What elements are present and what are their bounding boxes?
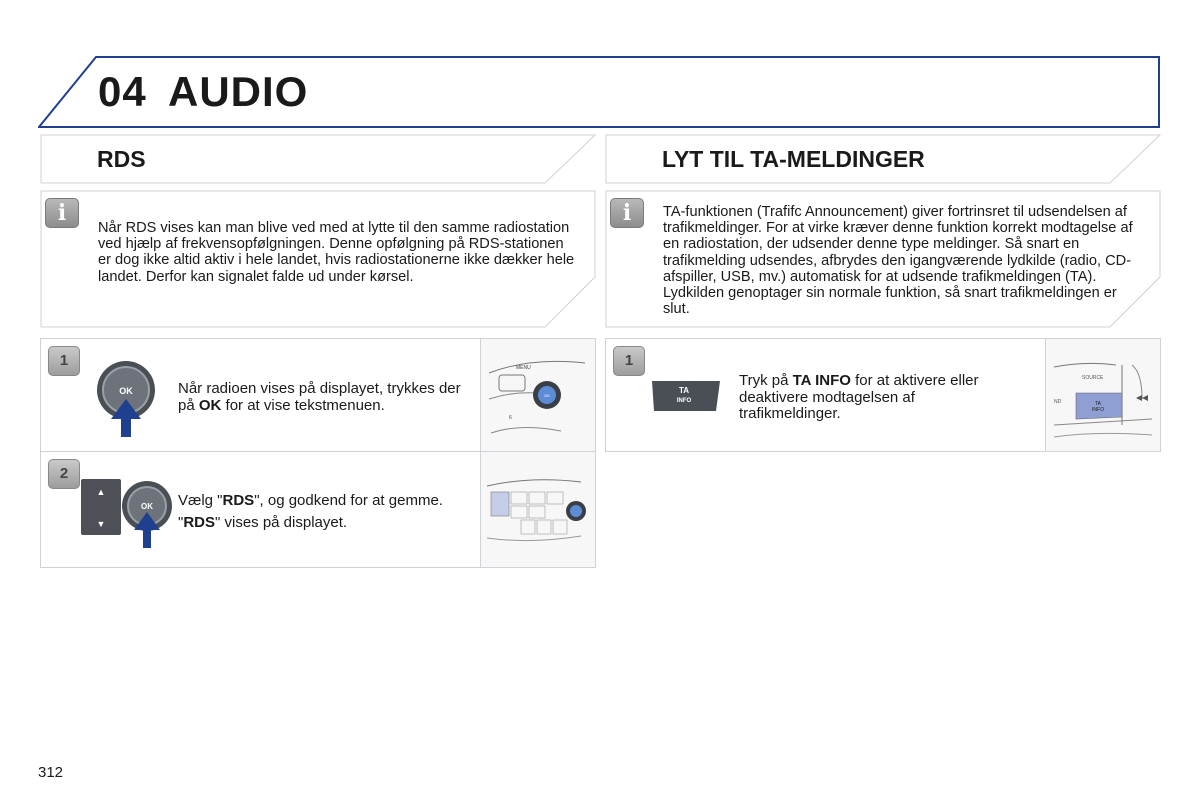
- step-badge-2: 2: [48, 459, 80, 489]
- rds-step-1-text: Når radioen vises på displayet, trykkes der på OK for at vise tekstmenuen.: [178, 380, 461, 414]
- svg-text:SOURCE: SOURCE: [1082, 375, 1104, 381]
- svg-text:INFO: INFO: [676, 398, 692, 404]
- arrow-keys-icon: ▲ ▼: [81, 479, 121, 535]
- ta-info-text: TA-funktionen (Trafifc Announcement) giver fortrinsret til udsendelsen af trafikmeldinger. For at virke kræver denne funktion korrekt modtagelse af en radiostation, der udsender denne type meldinger. Så snart en trafikmelding udsendes, afbrydes den igangværende lydkilde (radio, CD-afspiller, USB, mv.) automatisk for at udsende trafikmeldingen (TA). Lydkilden genoptager sin normale funktion, så snart trafikmeldingen er slut.: [663, 204, 1133, 318]
- svg-text:TA: TA: [678, 386, 690, 395]
- ok-knob-press-icon: [95, 359, 157, 439]
- ta-panel-thumbnail: [1045, 339, 1160, 451]
- ta-step-1-text: Tryk på TA INFO for at aktivere eller deaktivere modtagelsen af trafikmeldinger.: [739, 372, 979, 423]
- info-icon: i: [45, 198, 79, 228]
- chapter-number: 04: [98, 68, 147, 115]
- ok-knob-label: OK: [141, 502, 153, 511]
- svg-text:ND: ND: [1054, 399, 1062, 405]
- ta-section-title: LYT TIL TA-MELDINGER: [662, 146, 925, 172]
- rds-info-box: [40, 190, 596, 328]
- rds-step-1: [40, 338, 596, 452]
- ta-section-header: [605, 134, 1161, 184]
- ta-info-box: [605, 190, 1161, 328]
- svg-text:MENU: MENU: [516, 365, 531, 371]
- step-badge-1: 1: [613, 346, 645, 376]
- ok-knob-press-icon: [121, 480, 173, 550]
- chapter-title: AUDIO: [168, 68, 309, 115]
- rds-step-2: [40, 452, 596, 568]
- svg-text:6: 6: [509, 415, 512, 421]
- ta-step-1: [605, 338, 1161, 452]
- svg-text:OK: OK: [544, 393, 550, 398]
- svg-text:INFO: INFO: [1092, 407, 1104, 413]
- rds-section-title: RDS: [97, 146, 146, 172]
- info-icon: i: [610, 198, 644, 228]
- radio-panel-thumbnail-1: [480, 339, 595, 451]
- ok-knob-label: OK: [119, 386, 133, 396]
- rds-step-2-text: Vælg "RDS", og godkend for at gemme. "RDS" vises på displayet.: [178, 492, 443, 531]
- svg-text:TA: TA: [1094, 401, 1102, 407]
- radio-panel-thumbnail-2: [480, 452, 595, 567]
- page-number: 312: [38, 764, 64, 781]
- rds-info-text: Når RDS vises kan man blive ved med at lytte til den samme radiostation ved hjælp af frekvensopfølgningen. Denne opfølgning på RDS-stationen er dog ikke altid aktiv i hele landet, hvis radiostationerne ikke dækker hele landet. Derfor kan signalet falde ud under kørsel.: [98, 220, 575, 285]
- step-badge-1: 1: [48, 346, 80, 376]
- ta-info-button-icon: [650, 379, 722, 413]
- rds-section-header: [40, 134, 596, 184]
